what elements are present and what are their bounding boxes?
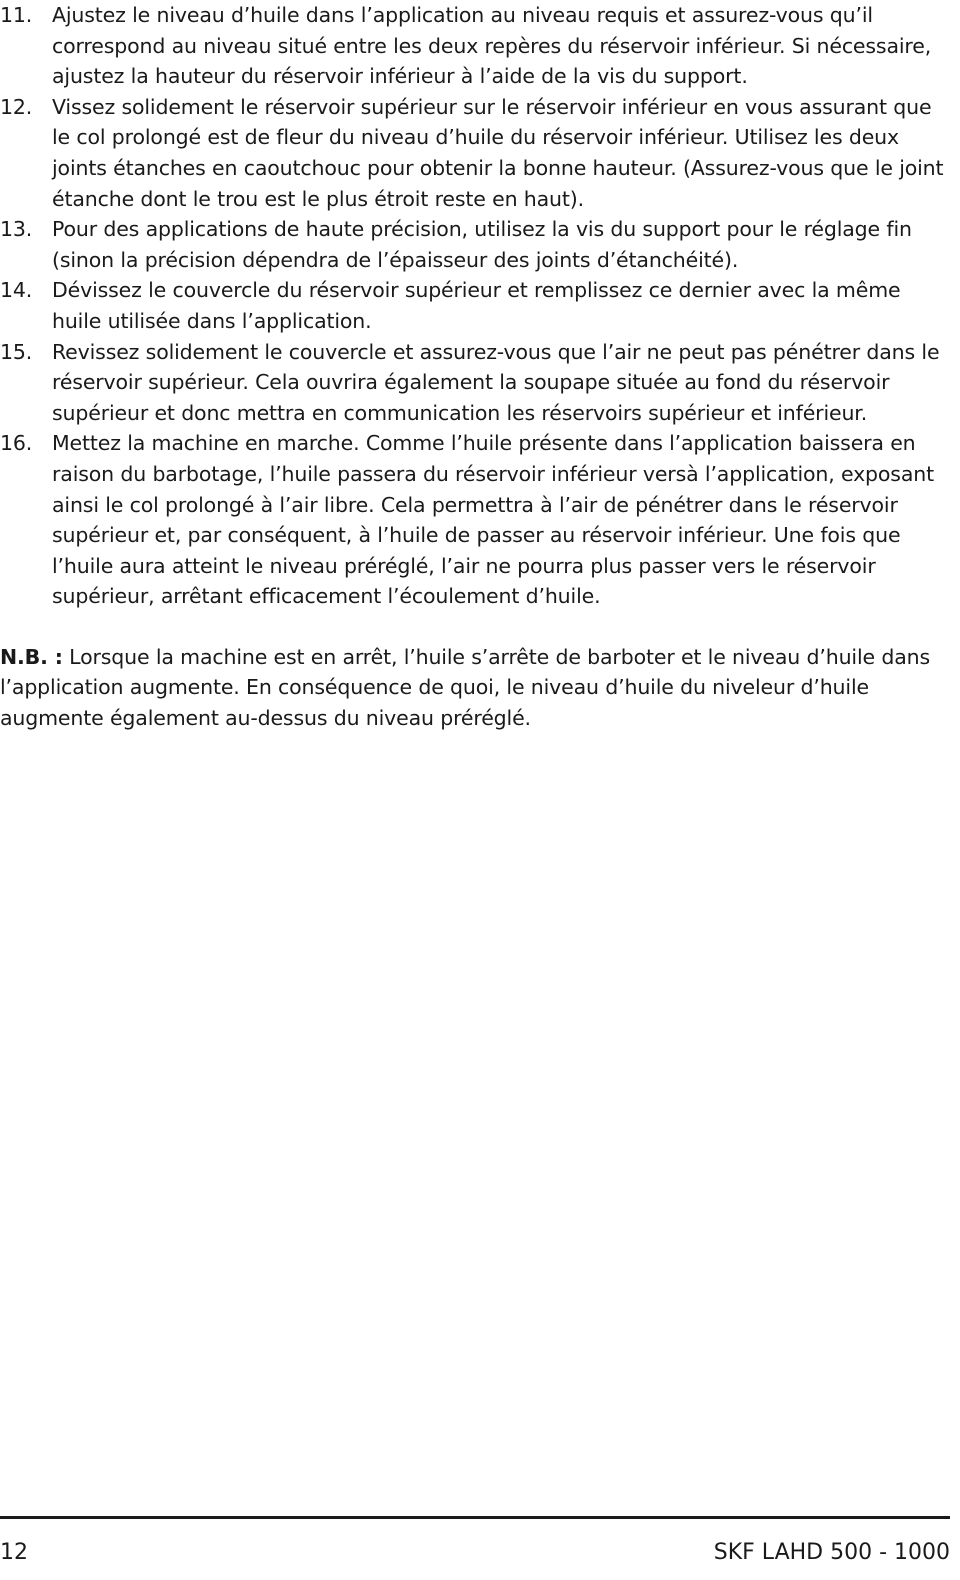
step-text: Vissez solidement le réservoir supérieur sur le réservoir inférieur en vous assurant que le col prolongé est de fleur du niveau d’huile du réservoir inférieur. Utilisez les deux joints étanches en caoutchouc pour obtenir la bonne hauteur. (Assurez-vous que le joint étanche dont le trou est le plus étroit reste en haut). xyxy=(52,94,944,211)
step-number: 11. xyxy=(0,3,33,27)
step-14 xyxy=(0,275,950,336)
step-text: Dévissez le couvercle du réservoir supérieur et remplissez ce dernier avec la même huile utilisée dans l’application. xyxy=(52,278,901,333)
step-text: Pour des applications de haute précision, utilisez la vis du support pour le réglage fin (sinon la précision dépendra de l’épaisseur des joints d’étanchéité). xyxy=(52,217,912,272)
step-15 xyxy=(0,337,950,429)
step-text: Ajustez le niveau d’huile dans l’application au niveau requis et assurez-vous qu’il correspond au niveau situé entre les deux repères du réservoir inférieur. Si nécessaire, ajustez la hauteur du réservoir inférieur à l’aide de la vis du support. xyxy=(52,3,932,89)
step-13 xyxy=(0,214,950,275)
document-name: SKF LAHD 500 - 1000 xyxy=(713,1540,950,1565)
step-number: 15. xyxy=(0,339,33,364)
note-label: N.B. : xyxy=(0,644,63,669)
step-text: Revissez solidement le couvercle et assurez-vous que l’air ne peut pas pénétrer dans le réservoir supérieur. Cela ouvrira également la soupape située au fond du réservoir supérieur et donc mettra en communication les réservoirs supérieur et inférieur. xyxy=(52,339,940,425)
step-number: 13. xyxy=(0,217,33,242)
step-12 xyxy=(0,92,950,214)
page-number: 12 xyxy=(0,1540,28,1565)
step-text: Mettez la machine en marche. Comme l’huile présente dans l’application baissera en raison du barbotage, l’huile passera du réservoir inférieur versà l’application, exposant ainsi le col prolongé à l’air libre. Cela permettra à l’air de pénétrer dans le réservoir supérieur et, par conséquent, à l’huile de passer au réservoir inférieur. Une fois que l’huile aura atteint le niveau préréglé, l’air ne pourra plus passer vers le réservoir supérieur, arrêtant efficacement l’écoulement d’huile. xyxy=(52,431,934,609)
step-number: 14. xyxy=(0,278,33,303)
step-11 xyxy=(0,0,950,92)
step-number: 12. xyxy=(0,94,33,119)
step-number: 16. xyxy=(0,431,33,456)
step-16 xyxy=(0,428,950,612)
note-paragraph xyxy=(0,642,950,734)
page-content xyxy=(0,0,950,754)
note-text: Lorsque la machine est en arrêt, l’huile s’arrête de barboter et le niveau d’huile dans l’application augmente. En conséquence de quoi, le niveau d’huile du niveleur d’huile augmente également au-dessus du niveau préréglé. xyxy=(0,644,930,731)
footer-divider xyxy=(0,1516,950,1519)
